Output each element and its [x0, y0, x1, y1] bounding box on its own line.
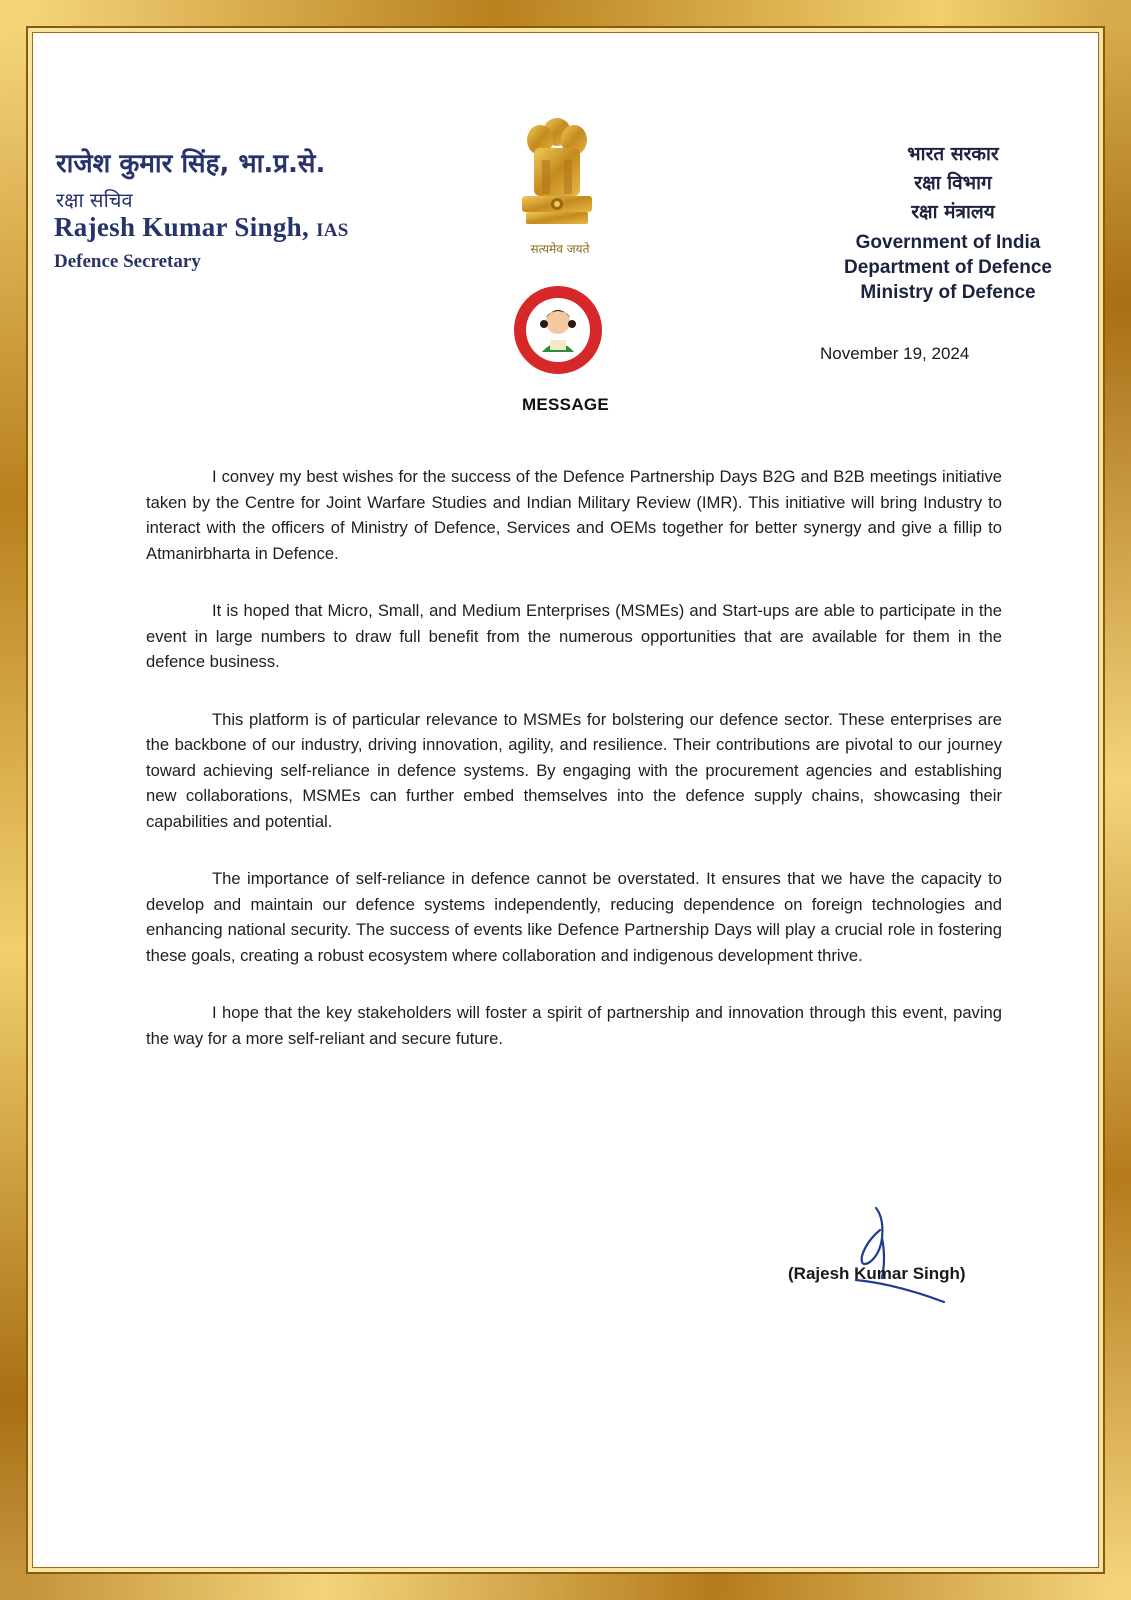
- govt-english-line1: Government of India: [855, 232, 1041, 253]
- paragraph-3: This platform is of particular relevance to MSMEs for bolstering our defence sector. These enterprises are the backbone of our industry, driving innovation, agility, and resilience. Their contributions are pivotal to our journey toward achieving self-reliance in defence systems. By engaging with the procurement agencies and establishing new collaborations, MSMEs can further embed themselves into the defence supply chains, showcasing their capabilities and potential.: [146, 709, 1002, 831]
- handwritten-signature-icon: [836, 1198, 976, 1310]
- state-emblem-icon: [512, 110, 602, 260]
- message-body: [146, 464, 1002, 1083]
- paragraph-5: I hope that the key stakeholders will foster a spirit of partnership and innovation through this event, paving the way for a more self-reliant and secure future.: [146, 1003, 1002, 1048]
- sender-service-suffix: IAS: [316, 220, 349, 241]
- signatory-name: (Rajesh Kumar Singh): [788, 1264, 966, 1283]
- govt-hindi-line3: रक्षा मंत्रालय: [911, 201, 995, 223]
- sender-title-english: Defence Secretary: [54, 251, 201, 272]
- emblem-motto: सत्यमेव जयते: [530, 242, 590, 256]
- paragraph-2: It is hoped that Micro, Small, and Medium Enterprises (MSMEs) and Start-ups are able to participate in the event in large numbers to draw full benefit from the numerous opportunities that are available for them in the defence business.: [146, 601, 1002, 671]
- sender-name-hindi: राजेश कुमार सिंह, भा.प्र.से.: [56, 149, 326, 179]
- govt-english-line2: Department of Defence: [844, 257, 1052, 278]
- sender-title-hindi: रक्षा सचिव: [56, 188, 133, 212]
- ministry-english-block: [828, 230, 1068, 305]
- beti-bachao-logo-icon: [510, 282, 606, 378]
- letter-date: November 19, 2024: [820, 344, 970, 363]
- sender-name-text: Rajesh Kumar Singh,: [54, 212, 310, 242]
- message-heading: MESSAGE: [521, 395, 610, 414]
- sender-name-english: [54, 212, 349, 243]
- govt-hindi-line2: रक्षा विभाग: [914, 172, 992, 194]
- paragraph-4: The importance of self-reliance in defence cannot be overstated. It ensures that we have the capacity to develop and maintain our defence systems independently, reducing dependence on foreign technologies and enhancing national security. The success of events like Defence Partnership Days will play a crucial role in fostering these goals, creating a robust ecosystem where collaboration and indigenous development thrive.: [146, 869, 1002, 965]
- govt-english-line3: Ministry of Defence: [860, 282, 1036, 303]
- paragraph-1: I convey my best wishes for the success of the Defence Partnership Days B2G and B2B meetings initiative taken by the Centre for Joint Warfare Studies and Indian Military Review (IMR). This initiative will bring Industry to interact with the officers of Ministry of Defence, Services and OEMs together for better synergy and give a fillip to Atmanirbharta in Defence.: [146, 467, 1002, 563]
- ministry-hindi-block: [878, 140, 1028, 227]
- govt-hindi-line1: भारत सरकार: [907, 143, 999, 165]
